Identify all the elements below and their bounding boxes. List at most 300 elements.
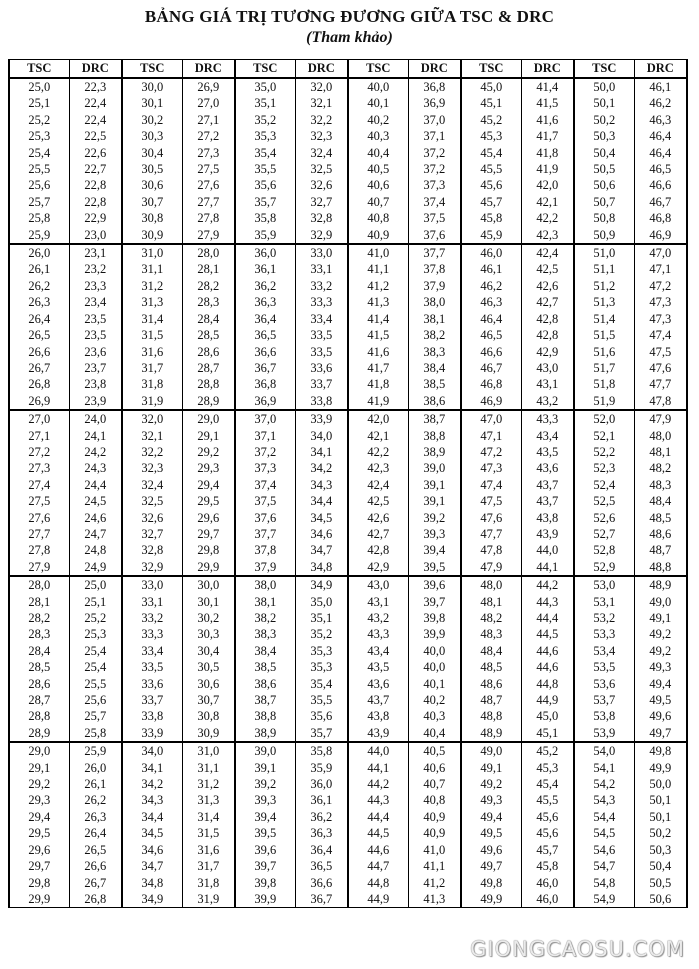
- tsc-cell: 38,2: [235, 610, 295, 626]
- table-row: [9, 676, 687, 692]
- table-row: [9, 477, 687, 493]
- drc-cell: 27,6: [182, 177, 235, 193]
- drc-cell: 22,9: [69, 210, 122, 226]
- tsc-cell: 48,6: [461, 676, 521, 692]
- tsc-cell: 30,7: [122, 194, 182, 210]
- drc-cell: 35,4: [295, 676, 348, 692]
- drc-cell: 35,5: [295, 692, 348, 708]
- tsc-cell: 51,9: [574, 393, 634, 410]
- tsc-cell: 45,2: [461, 112, 521, 128]
- table-row: [9, 244, 687, 261]
- tsc-cell: 49,0: [461, 742, 521, 759]
- tsc-cell: 35,5: [235, 161, 295, 177]
- drc-cell: 32,6: [295, 177, 348, 193]
- drc-cell: 41,9: [521, 161, 574, 177]
- drc-cell: 33,1: [295, 261, 348, 277]
- conversion-table-container: [8, 59, 688, 959]
- drc-cell: 27,5: [182, 161, 235, 177]
- drc-cell: 22,4: [69, 112, 122, 128]
- tsc-cell: 53,4: [574, 643, 634, 659]
- drc-cell: 29,6: [182, 510, 235, 526]
- tsc-cell: 39,7: [235, 858, 295, 874]
- drc-cell: 33,7: [295, 376, 348, 392]
- drc-cell: 37,6: [408, 227, 461, 244]
- tsc-cell: 52,0: [574, 410, 634, 427]
- tsc-cell: 39,5: [235, 825, 295, 841]
- drc-cell: 31,8: [182, 875, 235, 891]
- tsc-cell: 53,0: [574, 576, 634, 593]
- tsc-cell: 49,1: [461, 760, 521, 776]
- drc-cell: 47,8: [634, 393, 687, 410]
- tsc-cell: 48,7: [461, 692, 521, 708]
- tsc-cell: 38,5: [235, 659, 295, 675]
- drc-cell: 22,7: [69, 161, 122, 177]
- tsc-cell: 32,7: [122, 526, 182, 542]
- drc-cell: 31,7: [182, 858, 235, 874]
- tsc-cell: 30,5: [122, 161, 182, 177]
- tsc-cell: 36,7: [235, 360, 295, 376]
- drc-cell: 47,1: [634, 261, 687, 277]
- tsc-cell: 44,1: [348, 760, 408, 776]
- drc-cell: 36,9: [408, 95, 461, 111]
- tsc-cell: 53,6: [574, 676, 634, 692]
- drc-cell: 38,7: [408, 410, 461, 427]
- drc-cell: 49,3: [634, 659, 687, 675]
- tsc-cell: 27,4: [9, 477, 69, 493]
- tsc-cell: 46,5: [461, 327, 521, 343]
- tsc-cell: 25,6: [9, 177, 69, 193]
- drc-cell: 29,7: [182, 526, 235, 542]
- tsc-cell: 48,0: [461, 576, 521, 593]
- drc-cell: 28,8: [182, 376, 235, 392]
- drc-cell: 42,4: [521, 244, 574, 261]
- drc-cell: 28,6: [182, 344, 235, 360]
- drc-cell: 40,0: [408, 659, 461, 675]
- drc-cell: 37,2: [408, 145, 461, 161]
- drc-cell: 47,4: [634, 327, 687, 343]
- drc-cell: 50,5: [634, 875, 687, 891]
- drc-cell: 39,5: [408, 559, 461, 576]
- tsc-cell: 49,4: [461, 809, 521, 825]
- table-row: [9, 576, 687, 593]
- tsc-cell: 39,9: [235, 891, 295, 908]
- drc-cell: 41,5: [521, 95, 574, 111]
- drc-cell: 23,8: [69, 376, 122, 392]
- tsc-cell: 52,6: [574, 510, 634, 526]
- tsc-cell: 25,2: [9, 112, 69, 128]
- tsc-cell: 29,6: [9, 842, 69, 858]
- table-row: [9, 194, 687, 210]
- tsc-cell: 37,7: [235, 526, 295, 542]
- drc-cell: 42,9: [521, 344, 574, 360]
- tsc-cell: 50,6: [574, 177, 634, 193]
- tsc-cell: 32,8: [122, 542, 182, 558]
- tsc-cell: 41,6: [348, 344, 408, 360]
- tsc-cell: 32,2: [122, 444, 182, 460]
- tsc-cell: 36,6: [235, 344, 295, 360]
- drc-cell: 24,6: [69, 510, 122, 526]
- tsc-cell: 30,1: [122, 95, 182, 111]
- tsc-cell: 47,2: [461, 444, 521, 460]
- drc-cell: 37,1: [408, 128, 461, 144]
- drc-cell: 44,3: [521, 594, 574, 610]
- drc-cell: 46,6: [634, 177, 687, 193]
- tsc-cell: 25,7: [9, 194, 69, 210]
- tsc-cell: 45,5: [461, 161, 521, 177]
- drc-cell: 48,2: [634, 460, 687, 476]
- drc-cell: 36,4: [295, 842, 348, 858]
- tsc-cell: 48,1: [461, 594, 521, 610]
- drc-cell: 35,1: [295, 610, 348, 626]
- drc-cell: 47,9: [634, 410, 687, 427]
- tsc-cell: 28,2: [9, 610, 69, 626]
- tsc-cell: 42,3: [348, 460, 408, 476]
- drc-cell: 33,0: [295, 244, 348, 261]
- tsc-cell: 34,9: [122, 891, 182, 908]
- drc-cell: 31,5: [182, 825, 235, 841]
- drc-cell: 23,0: [69, 227, 122, 244]
- header-tsc: TSC: [574, 60, 634, 79]
- drc-cell: 31,6: [182, 842, 235, 858]
- table-row: [9, 825, 687, 841]
- drc-cell: 46,0: [521, 891, 574, 908]
- drc-cell: 23,7: [69, 360, 122, 376]
- tsc-cell: 33,4: [122, 643, 182, 659]
- drc-cell: 43,1: [521, 376, 574, 392]
- drc-cell: 46,4: [634, 145, 687, 161]
- tsc-cell: 45,4: [461, 145, 521, 161]
- drc-cell: 45,2: [521, 742, 574, 759]
- tsc-cell: 40,0: [348, 78, 408, 95]
- tsc-cell: 30,9: [122, 227, 182, 244]
- tsc-cell: 44,4: [348, 809, 408, 825]
- drc-cell: 43,0: [521, 360, 574, 376]
- drc-cell: 36,5: [295, 858, 348, 874]
- drc-cell: 32,7: [295, 194, 348, 210]
- drc-cell: 43,8: [521, 510, 574, 526]
- drc-cell: 34,9: [295, 576, 348, 593]
- drc-cell: 44,2: [521, 576, 574, 593]
- header-tsc: TSC: [461, 60, 521, 79]
- drc-cell: 26,6: [69, 858, 122, 874]
- tsc-cell: 29,1: [9, 760, 69, 776]
- drc-cell: 33,3: [295, 294, 348, 310]
- drc-cell: 31,1: [182, 760, 235, 776]
- drc-cell: 34,7: [295, 542, 348, 558]
- tsc-cell: 28,3: [9, 626, 69, 642]
- drc-cell: 48,5: [634, 510, 687, 526]
- drc-cell: 46,9: [634, 227, 687, 244]
- tsc-cell: 43,2: [348, 610, 408, 626]
- drc-cell: 35,2: [295, 626, 348, 642]
- tsc-cell: 46,3: [461, 294, 521, 310]
- tsc-cell: 33,7: [122, 692, 182, 708]
- drc-cell: 46,4: [634, 128, 687, 144]
- drc-cell: 30,0: [182, 576, 235, 593]
- tsc-cell: 30,4: [122, 145, 182, 161]
- drc-cell: 37,9: [408, 278, 461, 294]
- tsc-cell: 53,2: [574, 610, 634, 626]
- tsc-cell: 30,3: [122, 128, 182, 144]
- tsc-cell: 49,8: [461, 875, 521, 891]
- drc-cell: 49,7: [634, 725, 687, 742]
- table-row: [9, 510, 687, 526]
- tsc-cell: 25,9: [9, 227, 69, 244]
- tsc-cell: 28,9: [9, 725, 69, 742]
- tsc-cell: 46,2: [461, 278, 521, 294]
- table-row: [9, 526, 687, 542]
- tsc-cell: 37,5: [235, 493, 295, 509]
- tsc-cell: 52,1: [574, 428, 634, 444]
- drc-cell: 32,4: [295, 145, 348, 161]
- tsc-cell: 51,8: [574, 376, 634, 392]
- drc-cell: 33,2: [295, 278, 348, 294]
- tsc-cell: 34,1: [122, 760, 182, 776]
- tsc-cell: 53,1: [574, 594, 634, 610]
- header-drc: DRC: [295, 60, 348, 79]
- drc-cell: 23,9: [69, 393, 122, 410]
- tsc-cell: 25,5: [9, 161, 69, 177]
- drc-cell: 48,6: [634, 526, 687, 542]
- drc-cell: 35,7: [295, 725, 348, 742]
- header-tsc: TSC: [122, 60, 182, 79]
- page-title: BẢNG GIÁ TRỊ TƯƠNG ĐƯƠNG GIỮA TSC & DRC: [144, 7, 555, 26]
- drc-cell: 24,2: [69, 444, 122, 460]
- tsc-cell: 38,8: [235, 708, 295, 724]
- page-subtitle: (Tham khảo): [306, 29, 393, 46]
- drc-cell: 24,9: [69, 559, 122, 576]
- drc-cell: 44,1: [521, 559, 574, 576]
- drc-cell: 46,0: [521, 875, 574, 891]
- tsc-cell: 54,0: [574, 742, 634, 759]
- drc-cell: 50,0: [634, 776, 687, 792]
- table-row: [9, 428, 687, 444]
- drc-cell: 24,3: [69, 460, 122, 476]
- tsc-cell: 35,2: [235, 112, 295, 128]
- drc-cell: 31,3: [182, 792, 235, 808]
- table-row: [9, 875, 687, 891]
- drc-cell: 39,1: [408, 477, 461, 493]
- tsc-cell: 38,4: [235, 643, 295, 659]
- tsc-cell: 37,9: [235, 559, 295, 576]
- drc-cell: 42,0: [521, 177, 574, 193]
- table-row: [9, 643, 687, 659]
- drc-cell: 35,3: [295, 659, 348, 675]
- header-drc: DRC: [634, 60, 687, 79]
- tsc-cell: 41,2: [348, 278, 408, 294]
- drc-cell: 35,6: [295, 708, 348, 724]
- tsc-cell: 53,3: [574, 626, 634, 642]
- tsc-cell: 41,0: [348, 244, 408, 261]
- tsc-cell: 26,9: [9, 393, 69, 410]
- header-tsc: TSC: [235, 60, 295, 79]
- drc-cell: 43,7: [521, 477, 574, 493]
- tsc-cell: 47,7: [461, 526, 521, 542]
- tsc-cell: 39,2: [235, 776, 295, 792]
- tsc-cell: 44,9: [348, 891, 408, 908]
- tsc-cell: 31,1: [122, 261, 182, 277]
- drc-cell: 44,6: [521, 659, 574, 675]
- tsc-cell: 32,3: [122, 460, 182, 476]
- drc-cell: 25,9: [69, 742, 122, 759]
- tsc-cell: 33,5: [122, 659, 182, 675]
- drc-cell: 40,9: [408, 809, 461, 825]
- tsc-cell: 28,7: [9, 692, 69, 708]
- table-row: [9, 210, 687, 226]
- tsc-cell: 47,9: [461, 559, 521, 576]
- table-row: [9, 360, 687, 376]
- table-row: [9, 760, 687, 776]
- drc-cell: 49,2: [634, 626, 687, 642]
- table-row: [9, 610, 687, 626]
- drc-cell: 42,6: [521, 278, 574, 294]
- drc-cell: 49,5: [634, 692, 687, 708]
- drc-cell: 23,3: [69, 278, 122, 294]
- tsc-cell: 47,0: [461, 410, 521, 427]
- tsc-cell: 27,2: [9, 444, 69, 460]
- tsc-cell: 54,3: [574, 792, 634, 808]
- drc-cell: 48,0: [634, 428, 687, 444]
- tsc-cell: 39,6: [235, 842, 295, 858]
- tsc-cell: 52,8: [574, 542, 634, 558]
- drc-cell: 24,5: [69, 493, 122, 509]
- drc-cell: 26,8: [69, 891, 122, 908]
- drc-cell: 26,3: [69, 809, 122, 825]
- drc-cell: 34,4: [295, 493, 348, 509]
- tsc-cell: 36,9: [235, 393, 295, 410]
- drc-cell: 41,1: [408, 858, 461, 874]
- drc-cell: 41,7: [521, 128, 574, 144]
- drc-cell: 27,2: [182, 128, 235, 144]
- tsc-cell: 35,9: [235, 227, 295, 244]
- tsc-cell: 46,0: [461, 244, 521, 261]
- header-drc: DRC: [408, 60, 461, 79]
- tsc-cell: 50,9: [574, 227, 634, 244]
- tsc-cell: 41,7: [348, 360, 408, 376]
- tsc-cell: 46,7: [461, 360, 521, 376]
- tsc-cell: 27,0: [9, 410, 69, 427]
- drc-cell: 43,9: [521, 526, 574, 542]
- drc-cell: 46,7: [634, 194, 687, 210]
- tsc-cell: 45,3: [461, 128, 521, 144]
- drc-cell: 33,5: [295, 344, 348, 360]
- tsc-cell: 46,9: [461, 393, 521, 410]
- drc-cell: 47,2: [634, 278, 687, 294]
- tsc-cell: 35,3: [235, 128, 295, 144]
- tsc-cell: 34,8: [122, 875, 182, 891]
- drc-cell: 50,2: [634, 825, 687, 841]
- drc-cell: 40,4: [408, 725, 461, 742]
- drc-cell: 44,6: [521, 643, 574, 659]
- drc-cell: 40,3: [408, 708, 461, 724]
- tsc-cell: 52,7: [574, 526, 634, 542]
- tsc-cell: 27,7: [9, 526, 69, 542]
- tsc-cell: 51,0: [574, 244, 634, 261]
- drc-cell: 29,9: [182, 559, 235, 576]
- tsc-cell: 52,9: [574, 559, 634, 576]
- drc-cell: 42,8: [521, 327, 574, 343]
- table-row: [9, 327, 687, 343]
- drc-cell: 35,3: [295, 643, 348, 659]
- table-row: [9, 692, 687, 708]
- drc-cell: 38,6: [408, 393, 461, 410]
- tsc-cell: 49,6: [461, 842, 521, 858]
- tsc-cell: 43,3: [348, 626, 408, 642]
- tsc-cell: 46,4: [461, 311, 521, 327]
- drc-cell: 29,2: [182, 444, 235, 460]
- tsc-cell: 32,4: [122, 477, 182, 493]
- drc-cell: 36,3: [295, 825, 348, 841]
- table-row: [9, 792, 687, 808]
- drc-cell: 40,2: [408, 692, 461, 708]
- drc-cell: 38,2: [408, 327, 461, 343]
- drc-cell: 40,0: [408, 643, 461, 659]
- drc-cell: 23,5: [69, 311, 122, 327]
- tsc-cell: 36,8: [235, 376, 295, 392]
- tsc-cell: 50,8: [574, 210, 634, 226]
- tsc-cell: 49,7: [461, 858, 521, 874]
- tsc-cell: 51,7: [574, 360, 634, 376]
- tsc-cell: 33,0: [122, 576, 182, 593]
- tsc-cell: 48,9: [461, 725, 521, 742]
- tsc-cell: 33,6: [122, 676, 182, 692]
- drc-cell: 48,4: [634, 493, 687, 509]
- tsc-cell: 43,5: [348, 659, 408, 675]
- tsc-cell: 33,2: [122, 610, 182, 626]
- tsc-cell: 26,4: [9, 311, 69, 327]
- tsc-cell: 26,5: [9, 327, 69, 343]
- drc-cell: 35,0: [295, 594, 348, 610]
- tsc-cell: 40,8: [348, 210, 408, 226]
- tsc-cell: 49,9: [461, 891, 521, 908]
- drc-cell: 50,1: [634, 809, 687, 825]
- tsc-cell: 36,2: [235, 278, 295, 294]
- watermark-logo: GIONGCAOSU.COM: [470, 937, 685, 961]
- tsc-cell: 42,8: [348, 542, 408, 558]
- tsc-cell: 45,1: [461, 95, 521, 111]
- tsc-cell: 34,5: [122, 825, 182, 841]
- tsc-cell: 37,6: [235, 510, 295, 526]
- drc-cell: 30,8: [182, 708, 235, 724]
- drc-cell: 27,3: [182, 145, 235, 161]
- tsc-cell: 36,3: [235, 294, 295, 310]
- tsc-cell: 31,8: [122, 376, 182, 392]
- tsc-cell: 27,9: [9, 559, 69, 576]
- drc-cell: 24,7: [69, 526, 122, 542]
- header-drc: DRC: [521, 60, 574, 79]
- drc-cell: 46,1: [634, 78, 687, 95]
- drc-cell: 36,0: [295, 776, 348, 792]
- tsc-cell: 46,1: [461, 261, 521, 277]
- tsc-cell: 29,4: [9, 809, 69, 825]
- drc-cell: 49,1: [634, 610, 687, 626]
- tsc-cell: 49,3: [461, 792, 521, 808]
- header-drc: DRC: [182, 60, 235, 79]
- table-row: [9, 95, 687, 111]
- drc-cell: 40,6: [408, 760, 461, 776]
- drc-cell: 50,3: [634, 842, 687, 858]
- drc-cell: 30,9: [182, 725, 235, 742]
- tsc-cell: 48,3: [461, 626, 521, 642]
- tsc-cell: 54,1: [574, 760, 634, 776]
- drc-cell: 34,5: [295, 510, 348, 526]
- drc-cell: 34,3: [295, 477, 348, 493]
- table-row: [9, 858, 687, 874]
- tsc-cell: 37,1: [235, 428, 295, 444]
- drc-cell: 46,8: [634, 210, 687, 226]
- drc-cell: 36,7: [295, 891, 348, 908]
- tsc-cell: 50,2: [574, 112, 634, 128]
